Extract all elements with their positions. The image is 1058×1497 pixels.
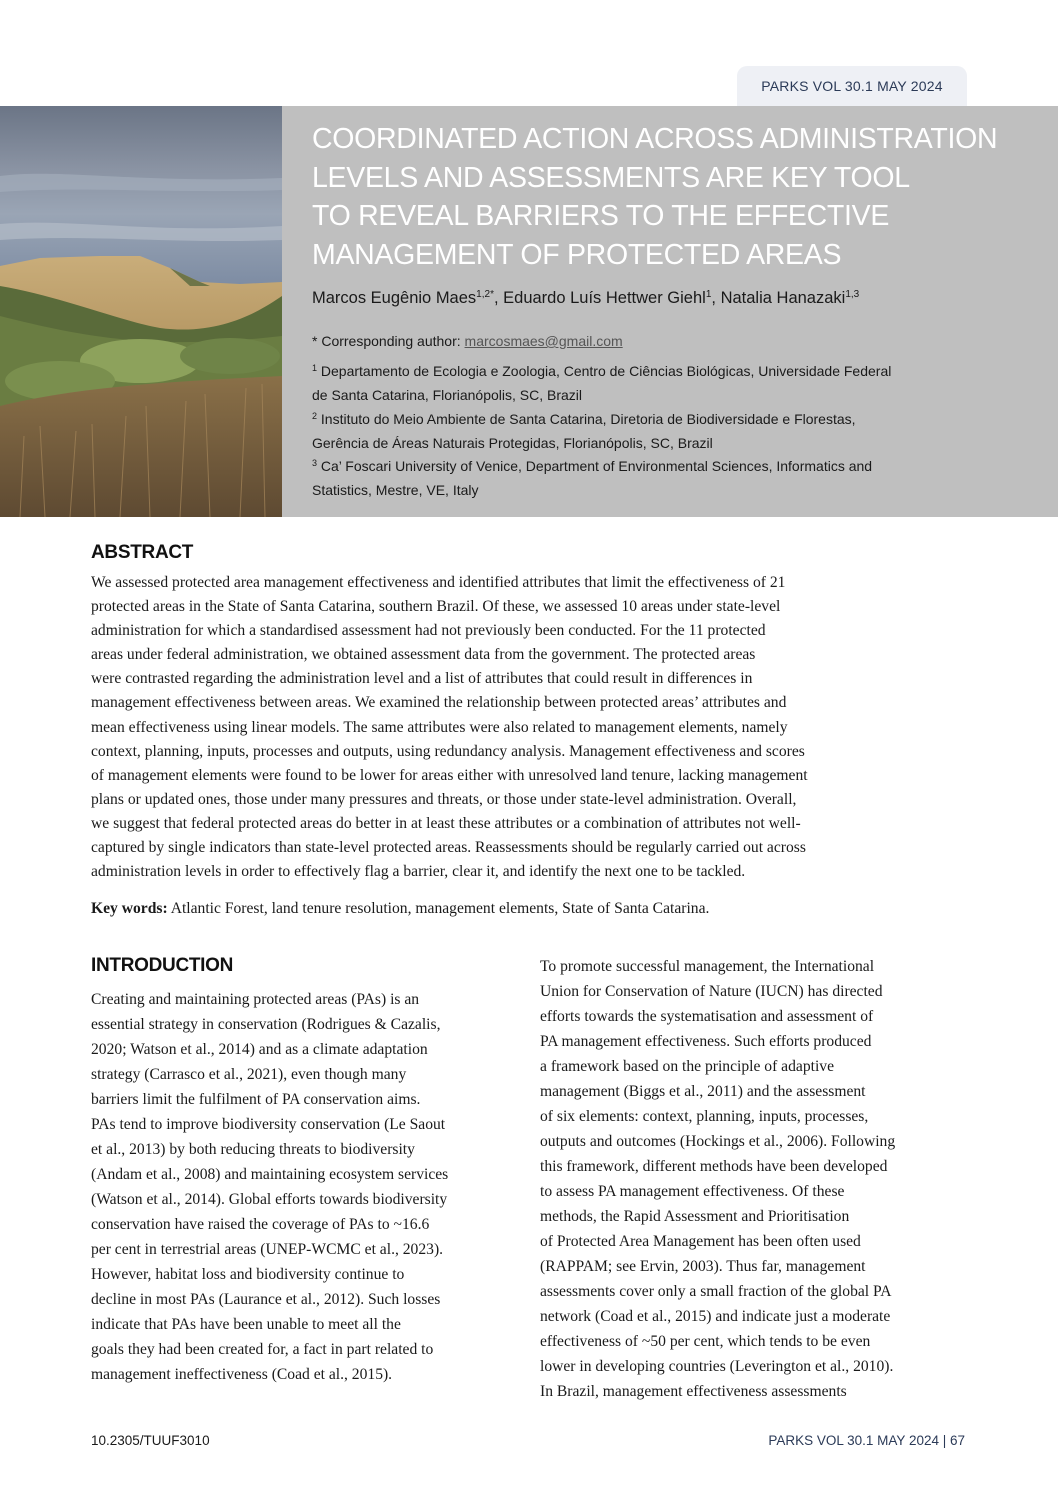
body-line: effectiveness of ~50 per cent, which tends to be even	[540, 1333, 871, 1350]
abstract-line: administration levels in order to effectively flag a barrier, clear it, and identify the next one to be tackled.	[91, 863, 746, 881]
body-line: indicate that PAs have been unable to meet all the	[91, 1316, 401, 1333]
body-line: Creating and maintaining protected areas (PAs) is an	[91, 991, 420, 1008]
title-line: LEVELS AND ASSESSMENTS ARE KEY TOOL	[312, 161, 910, 194]
body-line: network (Coad et al., 2015) and indicate just a moderate	[540, 1308, 891, 1325]
body-line: goals they had been created for, a fact in part related to	[91, 1341, 434, 1358]
abstract-line: areas under federal administration, we obtained assessment data from the government. The protected areas	[91, 646, 756, 664]
body-line: 2020; Watson et al., 2014) and as a climate adaptation	[91, 1041, 428, 1058]
abstract-line: were contrasted regarding the administration level and a list of attributes that could result in differences in	[91, 670, 753, 688]
introduction-column-left	[91, 987, 531, 1387]
keywords-label: Key words:	[91, 900, 168, 917]
body-line: Union for Conservation of Nature (IUCN) has directed	[540, 983, 883, 1000]
introduction-column-right	[540, 954, 980, 1404]
affiliation-3	[312, 452, 992, 502]
keywords-text: Atlantic Forest, land tenure resolution, management elements, State of Santa Catarina.	[167, 900, 710, 917]
affiliation-number: 1	[312, 363, 318, 373]
affiliation-text: Departamento de Ecologia e Zoologia, Centro de Ciências Biológicas, Universidade Federal	[317, 363, 892, 379]
body-line: strategy (Carrasco et al., 2021), even though many	[91, 1066, 407, 1083]
author-name: Marcos Eugênio Maes	[312, 289, 477, 307]
body-line: of Protected Area Management has been often used	[540, 1233, 861, 1250]
body-line: per cent in terrestrial areas (UNEP-WCMC et al., 2023).	[91, 1241, 444, 1258]
body-line: efforts towards the systematisation and assessment of	[540, 1008, 874, 1025]
abstract-line: management effectiveness between areas. We examined the relationship between protected areas’ attributes and	[91, 694, 787, 712]
body-line: essential strategy in conservation (Rodrigues & Cazalis,	[91, 1016, 441, 1033]
body-line: this framework, different methods have been developed	[540, 1158, 888, 1175]
body-line: a framework based on the principle of adaptive	[540, 1058, 834, 1075]
body-line: PAs tend to improve biodiversity conservation (Le Saout	[91, 1116, 446, 1133]
abstract-line: context, planning, inputs, processes and outputs, using redundancy analysis. Management effectiveness and scores	[91, 742, 805, 760]
abstract-heading: ABSTRACT	[91, 542, 194, 563]
affiliation-text: Gerência de Áreas Naturais Protegidas, Florianópolis, SC, Brazil	[312, 434, 713, 451]
affiliation-2	[312, 405, 992, 455]
affiliation-text: de Santa Catarina, Florianópolis, SC, Brazil	[312, 386, 583, 403]
article-title	[312, 120, 1032, 274]
body-line: assessments cover only a small fraction of the global PA	[540, 1283, 892, 1300]
body-line: barriers limit the fulfilment of PA conservation aims.	[91, 1091, 421, 1108]
corresponding-email-link[interactable]: marcosmaes@gmail.com	[464, 333, 623, 349]
corresponding-label: * Corresponding author:	[312, 333, 465, 349]
author-affiliation-marker: 1	[705, 289, 712, 300]
introduction-heading: INTRODUCTION	[91, 955, 234, 976]
abstract-line: plans or updated ones, those under many pressures and threats, or those under state-level administration. Overall,	[91, 790, 797, 808]
abstract-line: of management elements were found to be lower for areas either with unresolved land tenure, lacking management	[91, 766, 808, 784]
body-line: To promote successful management, the International	[540, 958, 875, 975]
title-line: MANAGEMENT OF PROTECTED AREAS	[312, 238, 842, 271]
title-line: COORDINATED ACTION ACROSS ADMINISTRATION	[312, 123, 998, 155]
body-line: methods, the Rapid Assessment and Prioritisation	[540, 1208, 850, 1225]
abstract-line: We assessed protected area management effectiveness and identified attributes that limit the effectiveness of 21	[91, 574, 786, 591]
author-affiliation-marker: 1,2*	[476, 289, 494, 300]
landscape-photo	[0, 106, 282, 517]
body-line: to assess PA management effectiveness. Of these	[540, 1183, 845, 1200]
article-title-block	[312, 120, 1032, 274]
abstract-line: administration for which a standardised assessment had not previously been conducted. For the 11 protected	[91, 622, 766, 640]
footer-doi: 10.2305/TUUF3010	[91, 1433, 210, 1448]
body-line: management (Biggs et al., 2011) and the assessment	[540, 1083, 866, 1100]
author-affiliation-marker: 1,3	[845, 289, 860, 300]
body-line: lower in developing countries (Leverington et al., 2010).	[540, 1358, 894, 1375]
body-line: conservation have raised the coverage of PAs to ~16.6	[91, 1216, 430, 1233]
body-line: et al., 2013) by both reducing threats to biodiversity	[91, 1141, 415, 1158]
author-name: Eduardo Luís Hettwer Giehl	[503, 289, 706, 307]
body-line: In Brazil, management effectiveness assessments	[540, 1383, 847, 1400]
body-line: outputs and outcomes (Hockings et al., 2006). Following	[540, 1133, 896, 1150]
affiliation-number: 2	[312, 411, 318, 421]
keywords	[91, 900, 709, 918]
abstract-line: mean effectiveness using linear models. The same attributes were also related to management elements, namely	[91, 718, 788, 736]
separator: ,	[493, 289, 504, 307]
body-line: (Watson et al., 2014). Global efforts towards biodiversity	[91, 1191, 448, 1208]
abstract-body	[91, 571, 961, 884]
body-line: decline in most PAs (Laurance et al., 2012). Such losses	[91, 1291, 441, 1308]
author-name: Natalia Hanazaki	[720, 289, 846, 307]
affiliation-text: Ca’ Foscari University of Venice, Department of Environmental Sciences, Informatics and	[317, 458, 873, 474]
abstract-line: we suggest that federal protected areas do better in at least these attributes or a combination of attributes not well-	[91, 814, 801, 832]
affiliation-number: 3	[312, 458, 318, 468]
affiliation-text: Statistics, Mestre, VE, Italy	[312, 481, 479, 498]
corresponding-author	[312, 330, 992, 354]
journal-issue-tab: PARKS VOL 30.1 MAY 2024	[737, 66, 967, 106]
abstract-line: protected areas in the State of Santa Catarina, southern Brazil. Of these, we assessed 10 areas under state-level	[91, 598, 781, 616]
affiliation-text: Instituto do Meio Ambiente de Santa Catarina, Diretoria de Biodiversidade e Florestas,	[317, 411, 856, 427]
body-line: of six elements: context, planning, inputs, processes,	[540, 1108, 869, 1125]
body-line: management ineffectiveness (Coad et al., 2015).	[91, 1366, 393, 1383]
author-list	[312, 289, 859, 308]
abstract-line: captured by single indicators than state-level protected areas. Reassessments should be regularly carried out across	[91, 839, 806, 857]
footer-journal-page: PARKS VOL 30.1 MAY 2024 | 67	[768, 1433, 965, 1448]
affiliation-1	[312, 357, 992, 407]
separator: ,	[711, 289, 721, 307]
body-line: (RAPPAM; see Ervin, 2003). Thus far, management	[540, 1258, 866, 1275]
title-line: TO REVEAL BARRIERS TO THE EFFECTIVE	[312, 200, 890, 232]
body-line: (Andam et al., 2008) and maintaining ecosystem services	[91, 1166, 449, 1183]
body-line: However, habitat loss and biodiversity continue to	[91, 1266, 405, 1283]
body-line: PA management effectiveness. Such efforts produced	[540, 1033, 872, 1050]
